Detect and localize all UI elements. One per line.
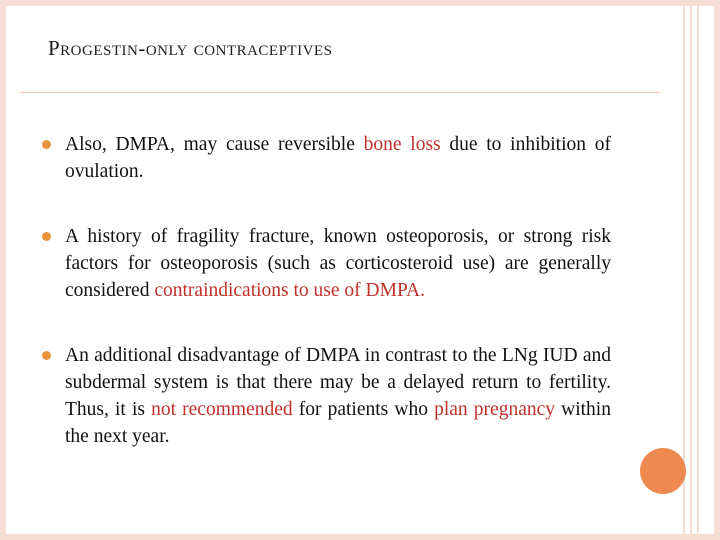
slide-title: Progestin-only contraceptives [48, 36, 333, 60]
text-segment: An additional disadvantage of DMPA in contrast to the LNg IUD and subdermal system is that there may be a delayed return to fertility. Thus, it is [65, 345, 611, 420]
highlighted-text: contraindications to use of DMPA. [154, 280, 425, 301]
orange-bullet-icon [42, 140, 51, 149]
bullet-item [42, 131, 611, 185]
decorative-stripe [683, 0, 685, 540]
bullet-text [65, 226, 611, 301]
text-segment: due to inhibition of ovulation. [65, 134, 612, 182]
text-segment: within the next year. [65, 399, 611, 447]
bullet-list [42, 131, 611, 450]
text-segment: A history of fragility fracture, known osteoporosis, or strong risk factors for osteoporosis (such as corticosteroid use) are generally considered [65, 226, 611, 301]
orange-bullet-icon [42, 351, 51, 360]
orange-bullet-icon [42, 232, 51, 241]
bullet-text [65, 134, 611, 182]
bullet-text [65, 345, 611, 447]
highlighted-text: bone loss [363, 134, 441, 155]
decorative-circle [640, 448, 686, 494]
decorative-stripe [697, 0, 699, 540]
decorative-stripe [690, 0, 692, 540]
text-segment: for patients who [292, 399, 435, 420]
bullet-item [42, 342, 611, 450]
title-divider [20, 92, 660, 93]
highlighted-text: plan pregnancy [434, 399, 556, 420]
text-segment: Also, DMPA, may cause reversible [65, 134, 364, 155]
highlighted-text: not recommended [151, 399, 293, 420]
bullet-item [42, 223, 611, 304]
